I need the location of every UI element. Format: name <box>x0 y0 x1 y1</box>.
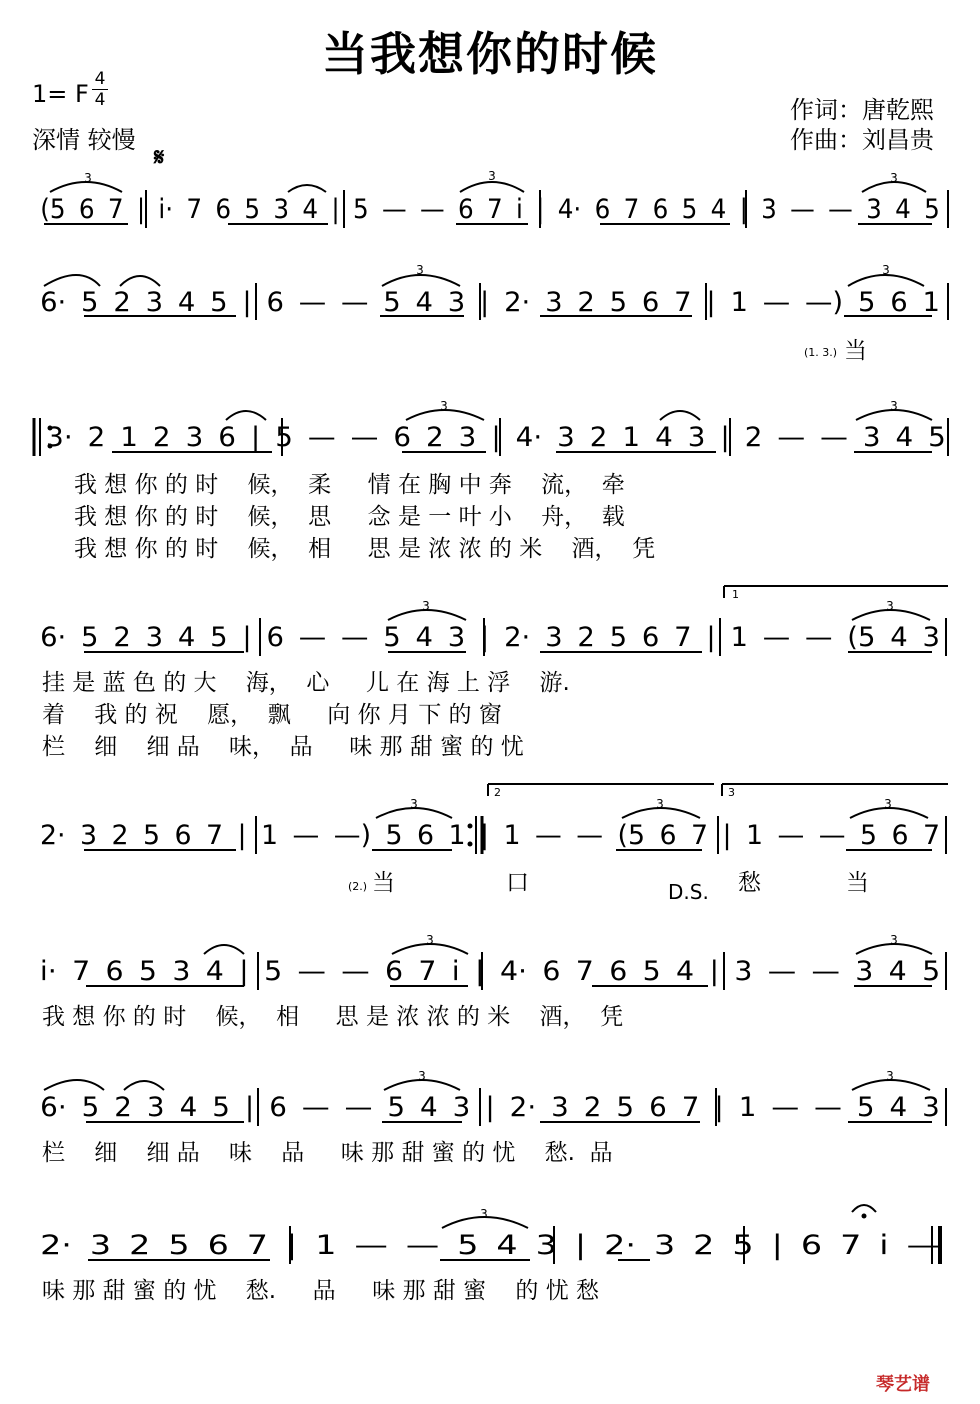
triplet-mark: 3 <box>410 797 418 811</box>
site-watermark: 琴艺谱 <box>876 1374 930 1395</box>
key-signature: 1= F <box>32 80 89 108</box>
lyric-syllable: 愁 <box>738 870 761 896</box>
notes-line: 6· 5 2 3 4 5 | 6 — — 5 4 3 | 2· 3 2 5 6 7 | 1 — —) 5 6 1 <box>40 287 940 318</box>
lyric-line: 我 想 你 的 时 候， 相 思 是 浓 浓 的 米 酒， 凭 <box>42 1004 624 1030</box>
ds-marking: D.S. <box>668 880 709 904</box>
lyric-line: 栏 细 细 品 味 品 味 那 甜 蜜 的 忧 愁. 品 <box>42 1140 613 1166</box>
volta-1-label: 1 <box>732 588 739 601</box>
lyric-line: 味 那 甜 蜜 的 忧 愁. 品 味 那 甜 蜜 的 忧 愁 <box>42 1278 600 1304</box>
triplet-mark: 3 <box>440 399 448 413</box>
notes-line: 3· 2 1 2 3 6 | 5 — — 6 2 3 | 4· 3 2 1 4 3 | 2 — — 3 4 5 <box>46 422 946 453</box>
lyric-line: 我 想 你 的 时 候， 柔 情 在 胸 中 奔 流， 牵 <box>74 472 625 498</box>
lyric-line: 栏 细 细 品 味， 品 味 那 甜 蜜 的 忧 <box>42 734 524 760</box>
volta-2-label: 2 <box>494 786 501 799</box>
lyric-syllable: 当 <box>846 870 869 896</box>
notes-line: 6· 5 2 3 4 5 | 6 — — 5 4 3 | 2· 3 2 5 6 7 | 1 — — 5 4 3 <box>40 1092 940 1123</box>
triplet-mark: 3 <box>84 171 92 185</box>
song-title: 当我想你的时候 <box>322 27 658 81</box>
triplet-mark: 3 <box>416 263 424 277</box>
triplet-mark: 3 <box>480 1207 488 1221</box>
lyric-syllable: 口 <box>506 870 529 896</box>
triplet-mark: 3 <box>426 933 434 947</box>
pickup-lyric: 当 <box>372 870 395 896</box>
triplet-mark: 3 <box>890 933 898 947</box>
notes-line: 2· 3 2 5 6 7 | 1 — — 5 4 3 | 2· 3 2 5 | 6 7 i — <box>40 1230 940 1261</box>
notes-line: i· 7 6 5 3 4 | 5 — — 6 7 i | 4· 6 7 6 5 4 | 3 — — 3 4 5 <box>39 956 941 987</box>
notes-line: 2· 3 2 5 6 7 | 1 — —) 5 6 1 | 1 — — (5 6 7 | 1 — — 5 6 7 <box>39 820 941 851</box>
pickup-lyric: 当 <box>844 338 867 364</box>
lyric-line: 挂 是 蓝 色 的 大 海， 心 儿 在 海 上 浮 游. <box>42 670 570 696</box>
lyric-line: 我 想 你 的 时 候， 相 思 是 浓 浓 的 米 酒， 凭 <box>74 536 656 562</box>
lyric-line: 我 想 你 的 时 候， 思 念 是 一 叶 小 舟， 载 <box>74 504 625 530</box>
volta-note-13: (1. 3.) <box>804 346 838 359</box>
triplet-mark: 3 <box>656 797 664 811</box>
volta-3-label: 3 <box>728 786 735 799</box>
triplet-mark: 3 <box>890 399 898 413</box>
notes-line: 6· 5 2 3 4 5 | 6 — — 5 4 3 | 2· 3 2 5 6 7 | 1 — — (5 4 3 <box>40 622 940 653</box>
triplet-mark: 3 <box>886 1069 894 1083</box>
lyric-line: 着 我 的 祝 愿， 飘 向 你 月 下 的 窗 <box>42 702 502 728</box>
triplet-mark: 3 <box>884 797 892 811</box>
time-signature-bottom: 4 <box>94 90 106 110</box>
triplet-mark: 3 <box>882 263 890 277</box>
triplet-mark: 3 <box>488 169 496 183</box>
tempo-marking: 深情 较慢 <box>32 126 136 154</box>
segno-icon: 𝄋 <box>154 142 165 171</box>
time-signature-top: 4 <box>94 69 106 89</box>
triplet-mark: 3 <box>418 1069 426 1083</box>
lyricist-credit: 作词：唐乾熙 <box>790 96 934 124</box>
volta-note-2: (2.) <box>348 880 368 893</box>
triplet-mark: 3 <box>422 599 430 613</box>
triplet-mark: 3 <box>886 599 894 613</box>
composer-credit: 作曲：刘昌贵 <box>790 126 934 154</box>
notes-line: (5 6 7 | i· 7 6 5 3 4 | 5 — — 6 7 i | 4· 6 7 6 5 4 | 3 — — 3 4 5 <box>40 194 940 225</box>
triplet-mark: 3 <box>890 171 898 185</box>
